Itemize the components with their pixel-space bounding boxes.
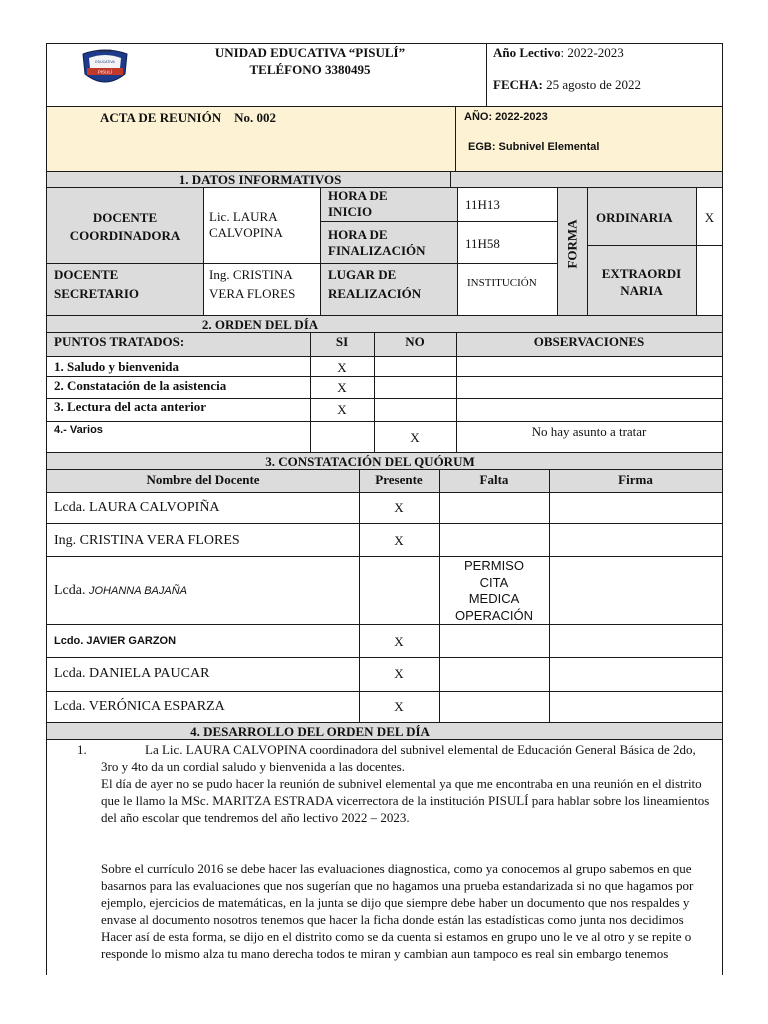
docente-coordinadora-label: DOCENTE COORDINADORA (69, 210, 181, 243)
hora-fin-value: 11H58 (465, 236, 500, 251)
quorum-row-name: Lcda. DANIELA PAUCAR (54, 666, 210, 681)
quorum-row-falta: PERMISO CITA MEDICA OPERACIÓN (454, 558, 533, 623)
orden-row-punto: 1. Saludo y bienvenida (54, 359, 179, 374)
orden-row-punto: 4.- Varios (54, 424, 103, 436)
lugar-value: INSTITUCIÓN (467, 277, 537, 289)
school-logo (77, 46, 133, 90)
hora-inicio-label: HORA DE INICIO (328, 188, 388, 219)
orden-row-punto: 3. Lectura del acta anterior (54, 399, 206, 414)
orden-row-si: X (337, 402, 347, 417)
orden-col-puntos: PUNTOS TRATADOS: (54, 334, 185, 349)
docente-coordinadora-value: Lic. LAURA CALVOPINA (209, 209, 283, 240)
ordinaria-label: ORDINARIA (596, 210, 673, 225)
quorum-row-name: Lcda. LAURA CALVOPIÑA (54, 500, 220, 515)
desarrollo-heading: 4. DESARROLLO DEL ORDEN DEL DÍA (190, 724, 430, 739)
orden-col-observaciones: OBSERVACIONES (533, 334, 645, 349)
quorum-row-presente: X (394, 500, 404, 515)
quorum-row-presente: X (394, 634, 404, 649)
hora-inicio-value: 11H13 (465, 197, 500, 212)
quorum-row-presente: X (394, 533, 404, 548)
ordinaria-mark: X (704, 210, 715, 225)
quorum-col-falta: Falta (479, 472, 509, 487)
orden-row-no: X (410, 430, 420, 445)
lugar-label: LUGAR DE REALIZACIÓN (328, 267, 422, 301)
quorum-row-name: Lcdo. JAVIER GARZON (54, 635, 177, 647)
forma-label: FORMA (564, 219, 580, 269)
svg-text:UNIDAD: UNIDAD (98, 49, 112, 53)
academic-year: Año Lectivo: 2022-2023 (493, 45, 624, 60)
meeting-date: FECHA: 25 agosto de 2022 (493, 77, 642, 92)
outer-border-right (722, 43, 723, 975)
quorum-col-presente: Presente (375, 472, 423, 487)
school-name: UNIDAD EDUCATIVA “PISULÍ” (214, 45, 406, 60)
orden-col-si: SI (335, 334, 349, 349)
quorum-col-firma: Firma (618, 472, 653, 487)
orden-row-si: X (337, 380, 347, 395)
orden-row-punto: 2. Constatación de la asistencia (54, 378, 227, 393)
logo-lettering: PISULÍ (97, 69, 113, 75)
datos-heading: 1. DATOS INFORMATIVOS (178, 172, 342, 187)
quorum-heading: 3. CONSTATACIÓN DEL QUÓRUM (265, 454, 475, 469)
quorum-row-name: Lcda. VERÓNICA ESPARZA (54, 699, 225, 714)
hora-fin-label: HORA DE FINALIZACIÓN (328, 227, 426, 258)
outer-border-top (46, 43, 723, 44)
svg-text:EDUCATIVA: EDUCATIVA (95, 60, 115, 64)
desarrollo-item-number: 1. (77, 742, 87, 757)
orden-row-obs: No hay asunto a tratar (531, 424, 647, 439)
orden-col-no: NO (405, 334, 425, 349)
orden-row-si: X (337, 360, 347, 375)
acta-title: ACTA DE REUNIÓN No. 002 (100, 110, 276, 125)
desarrollo-paragraph: La Lic. LAURA CALVOPINA coordinadora del subnivel elemental de Educación General Básica de 2do, 3ro y 4to da un cordial saludo y bienvenida a las docentes. (101, 742, 696, 774)
quorum-row-presente: X (394, 666, 404, 681)
quorum-row-name: Ing. CRISTINA VERA FLORES (54, 533, 240, 548)
quorum-row-name: Lcda. JOHANNA BAJAÑA (54, 583, 187, 598)
quorum-row-presente: X (394, 699, 404, 714)
orden-heading: 2. ORDEN DEL DÍA (201, 317, 319, 332)
quorum-col-nombre: Nombre del Docente (146, 472, 260, 487)
acta-year: AÑO: 2022-2023 (464, 111, 548, 123)
school-phone: TELÉFONO 3380495 (249, 62, 371, 77)
desarrollo-paragraph: Sobre el currículo 2016 se debe hacer las evaluaciones diagnostica, como ya conocemos al grupo sabemos en que basarnos para las evaluaciones que nos sugerían que no hagamos una prueba estandarizada si no que hagamos por ejemplo, ejercicios de matemáticas, en la junta se dijo que siempre debe haber un documento que nos respaldes y envase al documento nosotros tenemos que hacer la ficha donde están las estadísticas como junta nos decidimos Hacer así de esta forma, se dijo en el distrito como se da cuenta si estamos en grupo uno le ve al otro y se repite o responde lo mismo alza tu mano derecha todos te miran y cambian aun tampoco es real sin embargo tenemos (101, 861, 694, 961)
docente-secretario-value: Ing. CRISTINA VERA FLORES (209, 267, 296, 301)
desarrollo-paragraph: El día de ayer no se pudo hacer la reunión de subnivel elemental ya que me encontraba en una reunión en el distrito que le llamo la MSc. MARITZA ESTRADA vicerrectora de la institución PISULÍ para hablar sobre los lineamientos del año escolar que tendremos del año lectivo 2022 – 2023. (101, 776, 710, 825)
extraordinaria-label: EXTRAORDI NARIA (601, 266, 682, 298)
docente-secretario-label: DOCENTE SECRETARIO (54, 267, 140, 301)
acta-egb: EGB: Subnivel Elemental (468, 141, 600, 153)
